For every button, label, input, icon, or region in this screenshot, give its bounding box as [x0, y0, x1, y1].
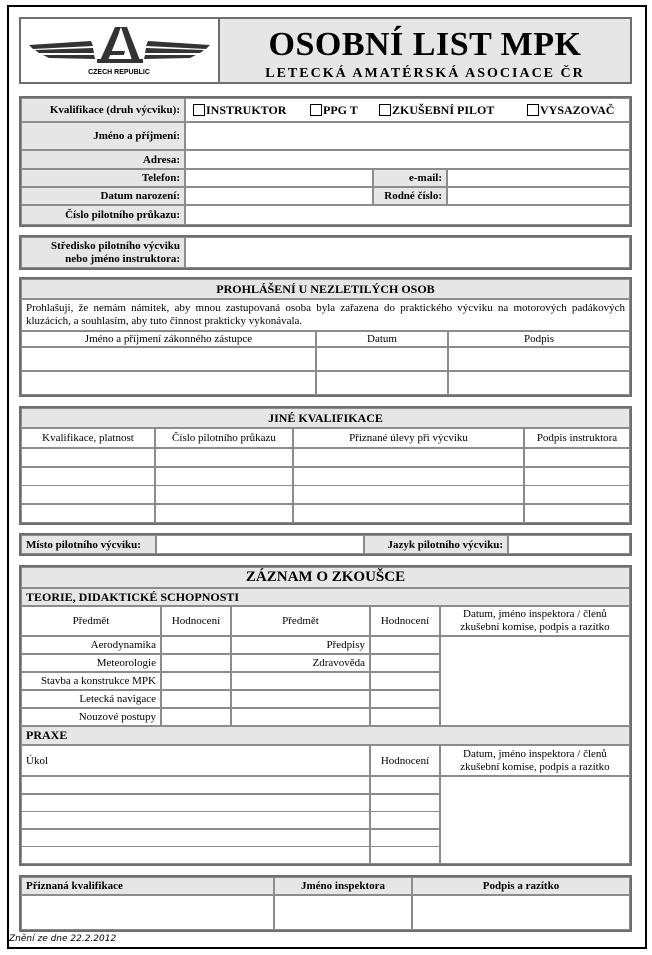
jine-col-kvalifikace: Kvalifikace, platnost [21, 428, 155, 448]
praxe-title: PRAXE [21, 726, 630, 745]
subject-left-hodnoceni[interactable] [161, 672, 231, 690]
prohlaseni-row-2-datum[interactable] [316, 371, 448, 395]
jazyk-field[interactable] [508, 535, 630, 554]
praxe-row-5-hodnoceni[interactable] [370, 846, 440, 864]
teorie-col-predmet-left: Předmět [21, 606, 161, 636]
prohlaseni-col-podpis: Podpis [448, 331, 630, 347]
datum-narozeni-field[interactable] [185, 187, 373, 205]
logo-box [19, 17, 220, 84]
adresa-label: Adresa: [21, 150, 185, 169]
jine-row-4-ulevy[interactable] [293, 504, 524, 523]
subject-right-label [231, 690, 370, 708]
jine-row-1-podpis[interactable] [524, 448, 630, 467]
subject-right-hodnoceni[interactable] [370, 636, 440, 654]
jine-col-cislo: Číslo pilotního průkazu [155, 428, 293, 448]
jine-col-podpis: Podpis instruktora [524, 428, 630, 448]
telefon-field[interactable] [185, 169, 373, 187]
jine-col-ulevy: Přiznané úlevy při výcviku [293, 428, 524, 448]
final-col-kvalifikace: Přiznaná kvalifikace [21, 877, 274, 895]
praxe-col-hodnoceni: Hodnocení [370, 745, 440, 776]
teorie-col-hodnoceni-left: Hodnocení [161, 606, 231, 636]
prohlaseni-col-datum: Datum [316, 331, 448, 347]
praxe-col-datum: Datum, jméno inspektora / členů zkušební komise, podpis a razítko [440, 745, 630, 776]
email-label: e-mail: [373, 169, 447, 187]
email-field[interactable] [447, 169, 630, 187]
praxe-row-2-hodnoceni[interactable] [370, 794, 440, 812]
jine-row-3-kvalifikace[interactable] [21, 485, 155, 504]
subject-left-hodnoceni[interactable] [161, 708, 231, 726]
prohlaseni-row-2-podpis[interactable] [448, 371, 630, 395]
revision-note: Znění ze dne 22.2.2012 [9, 934, 117, 944]
stredisko-label: Středisko pilotního výcviku nebo jméno instruktora: [21, 237, 185, 268]
datum-narozeni-label: Datum narození: [21, 187, 185, 205]
subject-right-hodnoceni[interactable] [370, 690, 440, 708]
jine-row-3-podpis[interactable] [524, 485, 630, 504]
teorie-col-predmet-right: Předmět [231, 606, 370, 636]
teorie-col-hodnoceni-right: Hodnocení [370, 606, 440, 636]
kvalifikace-options [185, 98, 630, 122]
telefon-label: Telefon: [21, 169, 185, 187]
subject-right-label [231, 708, 370, 726]
checkbox-icon[interactable] [527, 104, 539, 116]
option-zkusebni-pilot[interactable]: ZKUŠEBNÍ PILOT [379, 99, 494, 121]
final-col-inspektor: Jméno inspektora [274, 877, 412, 895]
subject-right-label: Zdravověda [231, 654, 370, 672]
prohlaseni-row-2-jmeno[interactable] [21, 371, 316, 395]
misto-label: Místo pilotního výcviku: [21, 535, 156, 554]
jine-row-2-kvalifikace[interactable] [21, 467, 155, 486]
jine-row-2-cislo[interactable] [155, 467, 293, 486]
jine-row-4-cislo[interactable] [155, 504, 293, 523]
checkbox-icon[interactable] [310, 104, 322, 116]
stredisko-field[interactable] [185, 237, 630, 268]
subject-left-label: Letecká navigace [21, 690, 161, 708]
jine-row-1-cislo[interactable] [155, 448, 293, 467]
prohlaseni-text: Prohlašuji, že nemám námitek, aby mnou zastupovaná osoba byla zařazena do praktického výcviku na motorových padákových kluzácích, a souhlasím, aby tuto činnost prakticky vykonávala. [21, 299, 630, 331]
page-subtitle: LETECKÁ AMATÉRSKÁ ASOCIACE ČR [265, 66, 585, 81]
jmeno-label: Jméno a příjmení: [21, 122, 185, 150]
teorie-signature-area[interactable] [440, 636, 630, 726]
teorie-col-datum: Datum, jméno inspektora / členů zkušební komise, podpis a razítko [440, 606, 630, 636]
jine-row-4-podpis[interactable] [524, 504, 630, 523]
jine-title: JINÉ KVALIFIKACE [21, 408, 630, 428]
prohlaseni-row-1-jmeno[interactable] [21, 347, 316, 371]
jazyk-label: Jazyk pilotního výcviku: [364, 535, 508, 554]
laa-wings-logo-icon [21, 19, 218, 82]
subject-right-label: Předpisy [231, 636, 370, 654]
subject-left-label: Meteorologie [21, 654, 161, 672]
subject-right-hodnoceni[interactable] [370, 672, 440, 690]
adresa-field[interactable] [185, 150, 630, 169]
prohlaseni-col-jmeno: Jméno a příjmení zákonného zástupce [21, 331, 316, 347]
prukaz-label: Číslo pilotního průkazu: [21, 205, 185, 225]
jine-row-2-podpis[interactable] [524, 467, 630, 486]
jine-row-3-cislo[interactable] [155, 485, 293, 504]
subject-left-hodnoceni[interactable] [161, 690, 231, 708]
final-kvalifikace-field[interactable] [21, 895, 274, 930]
zaznam-title: ZÁZNAM O ZKOUŠCE [21, 567, 630, 588]
misto-field[interactable] [156, 535, 364, 554]
final-podpis-field[interactable] [412, 895, 630, 930]
prohlaseni-title: PROHLÁŠENÍ U NEZLETILÝCH OSOB [21, 279, 630, 299]
praxe-row-2-ukol[interactable] [21, 794, 370, 812]
praxe-row-3-hodnoceni[interactable] [370, 811, 440, 829]
jine-row-2-ulevy[interactable] [293, 467, 524, 486]
subject-right-hodnoceni[interactable] [370, 654, 440, 672]
option-vysazovac[interactable]: VYSAZOVAČ [527, 99, 614, 121]
logo-caption: CZECH REPUBLIC [88, 69, 150, 76]
praxe-col-ukol: Úkol [21, 745, 370, 776]
subject-left-label: Aerodynamika [21, 636, 161, 654]
rodne-cislo-label: Rodné číslo: [373, 187, 447, 205]
praxe-row-1-hodnoceni[interactable] [370, 776, 440, 794]
page-title: OSOBNÍ LIST MPK [268, 26, 582, 63]
prohlaseni-row-1-datum[interactable] [316, 347, 448, 371]
prukaz-field[interactable] [185, 205, 630, 225]
subject-left-label: Stavba a konstrukce MPK [21, 672, 161, 690]
title-box [220, 17, 632, 84]
subject-right-hodnoceni[interactable] [370, 708, 440, 726]
jmeno-field[interactable] [185, 122, 630, 150]
praxe-row-4-hodnoceni[interactable] [370, 829, 440, 847]
checkbox-icon[interactable] [193, 104, 205, 116]
jine-row-1-kvalifikace[interactable] [21, 448, 155, 467]
teorie-title: TEORIE, DIDAKTICKÉ SCHOPNOSTI [21, 588, 630, 606]
kvalifikace-label: Kvalifikace (druh výcviku): [21, 98, 185, 122]
option-instruktor[interactable]: INSTRUKTOR [193, 99, 286, 121]
praxe-row-4-ukol[interactable] [21, 829, 370, 847]
subject-left-label: Nouzové postupy [21, 708, 161, 726]
subject-left-hodnoceni[interactable] [161, 654, 231, 672]
final-inspektor-field[interactable] [274, 895, 412, 930]
praxe-row-3-ukol[interactable] [21, 811, 370, 829]
praxe-signature-area[interactable] [440, 776, 630, 864]
checkbox-icon[interactable] [379, 104, 391, 116]
jine-row-3-ulevy[interactable] [293, 485, 524, 504]
subject-left-hodnoceni[interactable] [161, 636, 231, 654]
rodne-cislo-field[interactable] [447, 187, 630, 205]
subject-right-label [231, 672, 370, 690]
jine-row-1-ulevy[interactable] [293, 448, 524, 467]
praxe-row-5-ukol[interactable] [21, 846, 370, 864]
prohlaseni-row-1-podpis[interactable] [448, 347, 630, 371]
jine-row-4-kvalifikace[interactable] [21, 504, 155, 523]
praxe-row-1-ukol[interactable] [21, 776, 370, 794]
option-ppg-t[interactable]: PPG T [310, 99, 358, 121]
final-col-podpis: Podpis a razítko [412, 877, 630, 895]
